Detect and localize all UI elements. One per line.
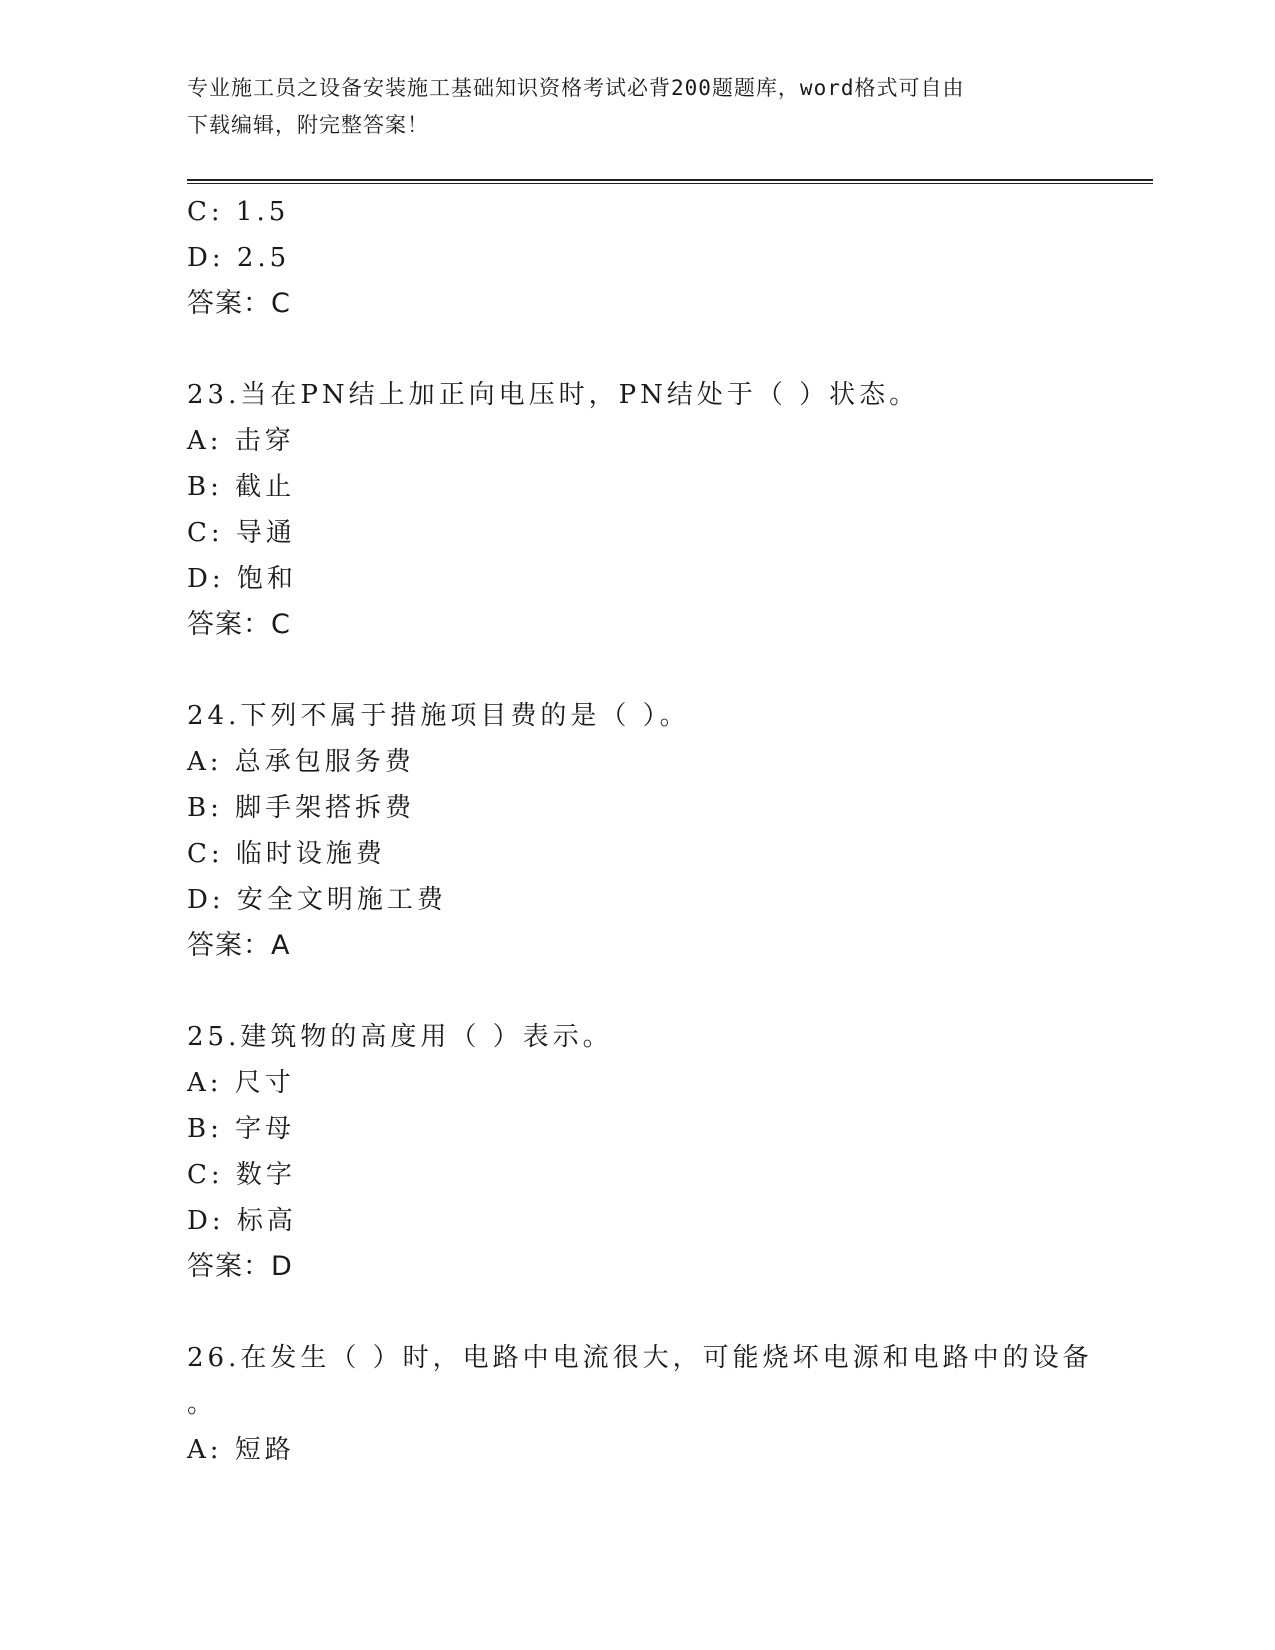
question-text: 23.当在PN结上加正向电压时，PN结处于（ ）状态。 — [187, 380, 920, 410]
option-d: D: 饱和 — [187, 564, 297, 594]
document-header — [187, 70, 1087, 144]
question-block-24 — [187, 693, 1087, 969]
header-rule-thin — [187, 183, 1153, 184]
question-block-25 — [187, 1014, 1087, 1290]
option-a: A: 尺寸 — [187, 1068, 295, 1098]
option-b: B: 字母 — [187, 1114, 296, 1144]
answer: 答案：D — [187, 1251, 293, 1282]
question-text-continuation: 。 — [187, 1389, 214, 1419]
answer: 答案：A — [187, 930, 291, 961]
question-block-23 — [187, 372, 1087, 648]
header-line-2: 下载编辑，附完整答案！ — [187, 113, 429, 137]
option-a: A: 击穿 — [187, 426, 295, 456]
option-b: B: 脚手架搭拆费 — [187, 793, 416, 823]
answer: 答案：C — [187, 288, 291, 319]
option-a: A: 总承包服务费 — [187, 747, 415, 777]
header-rule-thick — [187, 179, 1153, 181]
question-text: 24.下列不属于措施项目费的是（ ）。 — [187, 701, 690, 731]
header-line-1: 专业施工员之设备安装施工基础知识资格考试必背200题题库，word格式可自由 — [187, 76, 965, 100]
option-d: D: 安全文明施工费 — [187, 885, 447, 915]
option-b: B: 截止 — [187, 472, 296, 502]
question-block-22 — [187, 189, 1087, 327]
option-a: A: 短路 — [187, 1435, 295, 1465]
option-c: C: 数字 — [187, 1160, 296, 1190]
option-c: C: 导通 — [187, 518, 296, 548]
option-d: D: 标高 — [187, 1206, 297, 1236]
question-text: 25.建筑物的高度用（ ）表示。 — [187, 1022, 613, 1052]
option-d: D: 2.5 — [187, 243, 291, 273]
answer: 答案：C — [187, 609, 291, 640]
option-c: C: 1.5 — [187, 197, 290, 227]
document-body — [187, 189, 1093, 1473]
option-c: C: 临时设施费 — [187, 839, 386, 869]
question-text: 26.在发生（ ）时，电路中电流很大，可能烧坏电源和电路中的设备 — [187, 1343, 1093, 1373]
question-block-26 — [187, 1335, 1093, 1473]
